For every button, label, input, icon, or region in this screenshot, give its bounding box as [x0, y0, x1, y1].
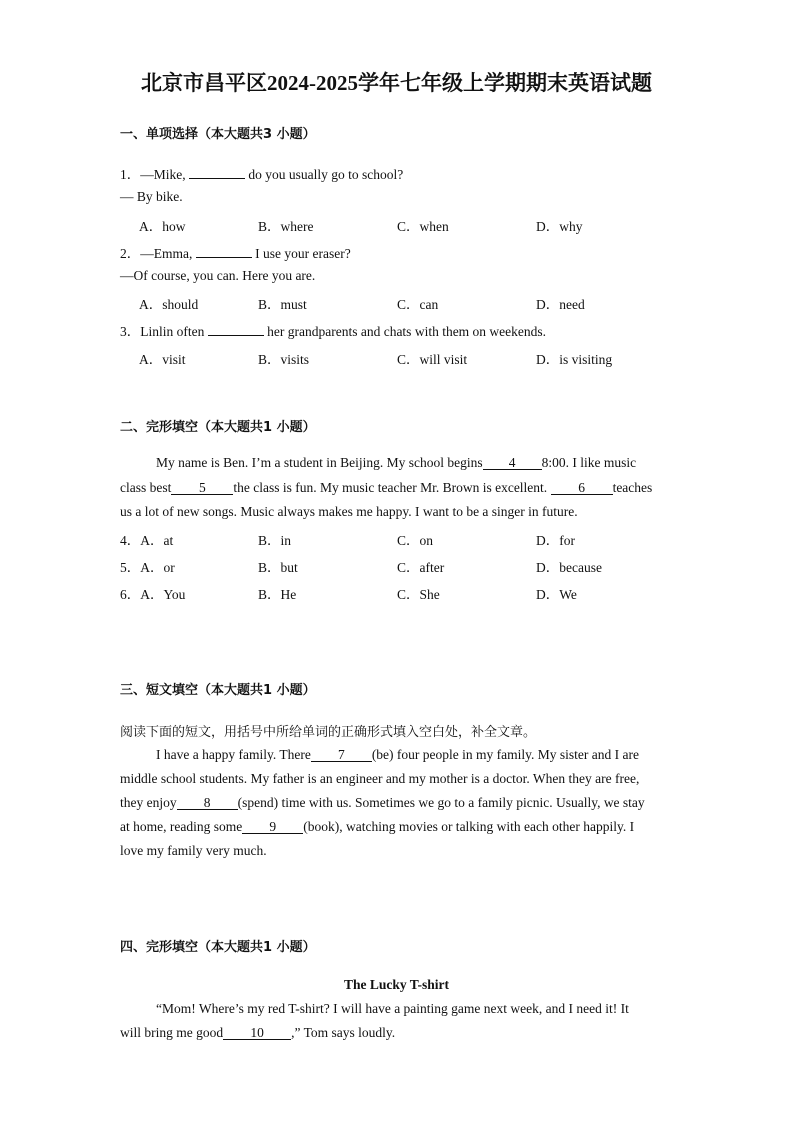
passage-text: they enjoy	[120, 795, 177, 810]
cloze-passage-line-2	[120, 480, 652, 496]
q5-option-a: 5．A．or	[120, 560, 175, 575]
fill-passage-line-2: middle school students. My father is an engineer and my mother is a doctor. When they are free,	[120, 771, 640, 786]
blank-7: 7	[311, 748, 372, 762]
passage-text: (be) four people in my family. My sister and I are	[371, 747, 639, 762]
blank-6: 6	[551, 481, 613, 495]
q1-option-d: D．why	[536, 219, 583, 234]
question-2	[120, 242, 351, 262]
question-2-suffix: I use your eraser?	[251, 246, 351, 261]
section-1-heading: 一、单项选择（本大题共3 小题）	[120, 127, 316, 142]
question-1-prefix: 1．—Mike,	[120, 167, 189, 182]
q1-option-a: A．how	[139, 219, 186, 234]
passage-text: (spend) time with us. Sometimes we go to a family picnic. Usually, we stay	[237, 795, 645, 810]
passage-text: 8:00. I like music	[541, 455, 637, 470]
q3-option-a: A．visit	[139, 352, 186, 367]
q2-option-b: B．must	[258, 297, 307, 312]
q6-option-b: B．He	[258, 587, 297, 602]
section-4-heading: 四、完形填空（本大题共1 小题）	[120, 940, 316, 955]
passage-text: (book), watching movies or talking with each other happily. I	[303, 819, 635, 834]
blank-8: 8	[177, 796, 238, 810]
fill-passage-line-4	[120, 819, 634, 835]
question-1	[120, 163, 403, 183]
q6-option-a: 6．A．You	[120, 587, 186, 602]
passage-text: will bring me good	[120, 1025, 224, 1040]
fill-passage-line-3	[120, 795, 645, 811]
cloze-passage-line-1	[156, 455, 636, 471]
question-3	[120, 320, 546, 340]
story-line-2	[120, 1025, 395, 1041]
question-1-answer-line: — By bike.	[120, 189, 183, 204]
q3-option-c: C．will visit	[397, 352, 468, 367]
q1-option-b: B．where	[258, 219, 314, 234]
passage-text: My name is Ben. I’m a student in Beijing. My school begins	[156, 455, 483, 470]
question-1-blank	[189, 166, 245, 179]
page-title: 北京市昌平区2024-2025学年七年级上学期期末英语试题	[141, 71, 652, 95]
section-3-heading: 三、短文填空（本大题共1 小题）	[120, 683, 316, 698]
fill-passage-line-1	[156, 747, 639, 763]
q3-option-b: B．visits	[258, 352, 310, 367]
section-2-heading: 二、完形填空（本大题共1 小题）	[120, 420, 316, 435]
q5-option-d: D．because	[536, 560, 602, 575]
blank-4: 4	[483, 456, 542, 470]
section-3-instruction: 阅读下面的短文，用括号中所给单词的正确形式填入空白处，补全文章。	[120, 725, 537, 740]
story-line-1: “Mom! Where’s my red T-shirt? I will have a painting game next week, and I need it! It	[156, 1001, 629, 1016]
q1-option-c: C．when	[397, 219, 449, 234]
passage-text: at home, reading some	[120, 819, 243, 834]
blank-9: 9	[242, 820, 303, 834]
q6-option-c: C．She	[397, 587, 440, 602]
question-2-blank	[196, 245, 252, 258]
q6-option-d: D．We	[536, 587, 577, 602]
fill-passage-line-5: love my family very much.	[120, 843, 267, 858]
question-2-answer-line: —Of course, you can. Here you are.	[120, 268, 316, 283]
question-3-suffix: her grandparents and chats with them on weekends.	[263, 324, 547, 339]
question-1-suffix: do you usually go to school?	[245, 167, 404, 182]
question-3-prefix: 3．Linlin often	[120, 324, 208, 339]
q2-option-c: C．can	[397, 297, 439, 312]
q4-option-a: 4．A．at	[120, 533, 174, 548]
cloze-passage-line-3: us a lot of new songs. Music always makes me happy. I want to be a singer in future.	[120, 504, 578, 519]
story-title: The Lucky T-shirt	[343, 977, 450, 992]
q4-option-b: B．in	[258, 533, 292, 548]
blank-10: 10	[223, 1026, 291, 1040]
question-3-blank	[208, 323, 264, 336]
q3-option-d: D．is visiting	[536, 352, 613, 367]
passage-text: class best	[120, 480, 172, 495]
passage-text: ,” Tom says loudly.	[291, 1025, 396, 1040]
q2-option-a: A．should	[139, 297, 199, 312]
q4-option-d: D．for	[536, 533, 575, 548]
passage-text: I have a happy family. There	[156, 747, 311, 762]
q2-option-d: D．need	[536, 297, 585, 312]
passage-text: teaches	[612, 480, 653, 495]
question-2-prefix: 2．—Emma,	[120, 246, 196, 261]
q4-option-c: C．on	[397, 533, 434, 548]
q5-option-c: C．after	[397, 560, 445, 575]
blank-5: 5	[171, 481, 233, 495]
passage-text: the class is fun. My music teacher Mr. Brown is excellent.	[233, 480, 551, 495]
q5-option-b: B．but	[258, 560, 298, 575]
